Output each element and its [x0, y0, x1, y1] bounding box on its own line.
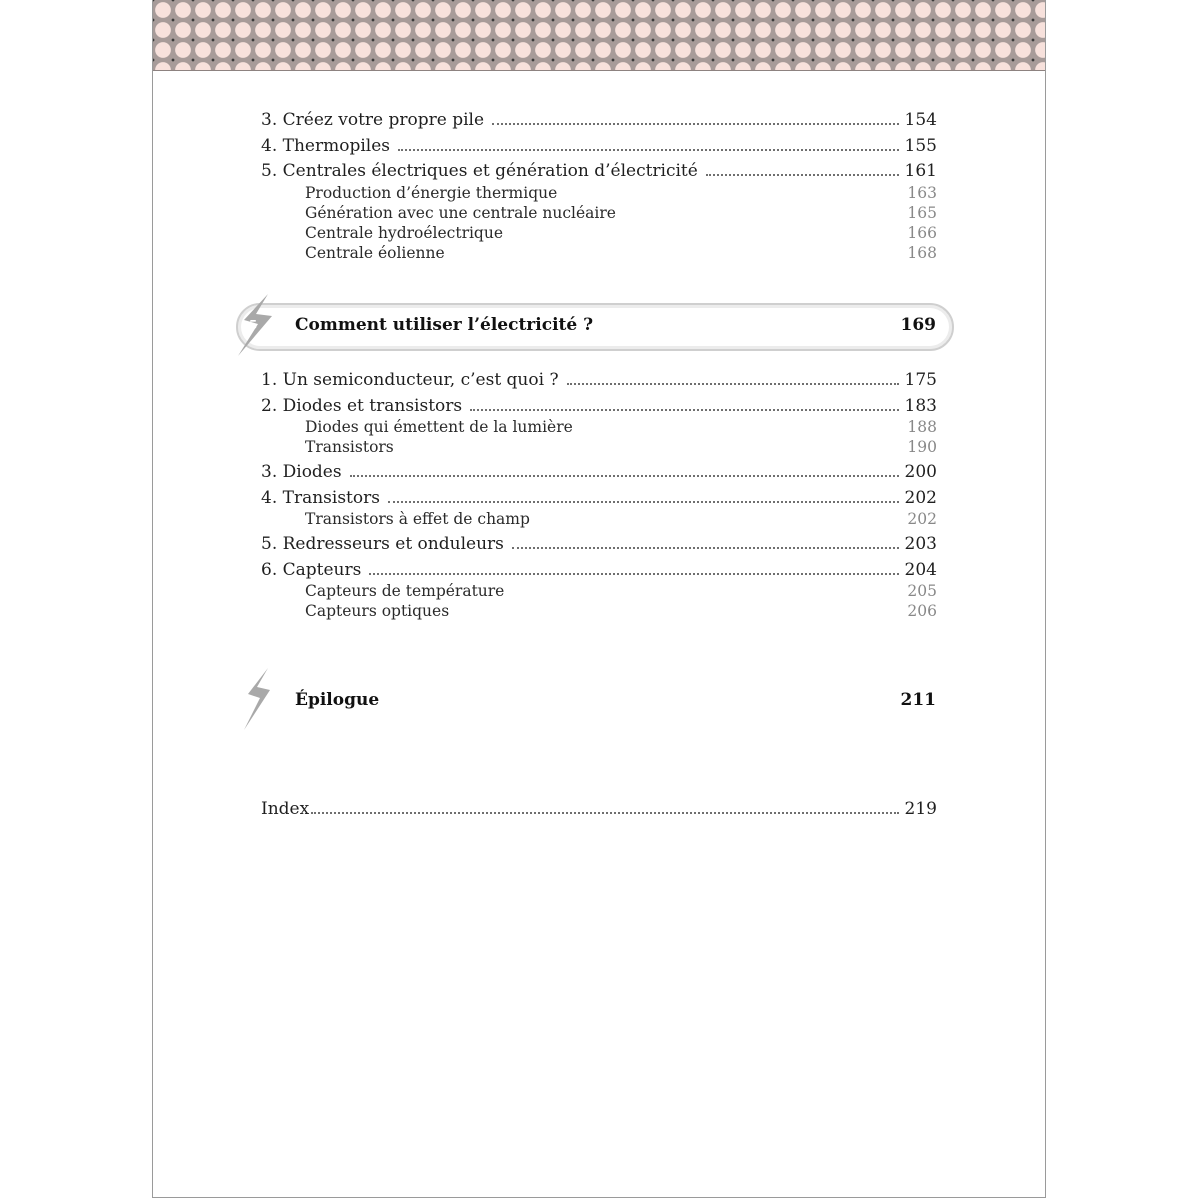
decorative-header-banner: [153, 0, 1045, 71]
toc-subentry-label: Production d’énergie thermique: [305, 184, 558, 202]
toc-subentry[interactable]: [261, 224, 937, 242]
chapter-title[interactable]: Comment utiliser l’électricité ?: [295, 315, 594, 335]
toc-entry[interactable]: [261, 396, 937, 416]
dot-leader: [369, 572, 898, 575]
toc-subentry-page: 188: [907, 418, 937, 436]
toc-entry-page: 154: [904, 110, 937, 130]
toc-entry-page: 202: [904, 488, 937, 508]
dot-leader: [388, 500, 899, 503]
toc-entry-label: Index: [261, 799, 310, 819]
dot-leader: [311, 811, 898, 814]
toc-entry-page: 161: [904, 161, 937, 181]
toc-subentry[interactable]: [261, 418, 937, 436]
toc-entry-label: 3. Diodes: [261, 462, 342, 482]
dot-leader: [470, 408, 898, 411]
toc-entry-page: 155: [904, 136, 937, 156]
toc-subentry[interactable]: [261, 582, 937, 600]
toc-subentry-label: Centrale éolienne: [305, 244, 445, 262]
toc-entry-label: 6. Capteurs: [261, 560, 362, 580]
toc-subentry[interactable]: [261, 244, 937, 262]
toc-entry-page: 219: [904, 799, 937, 819]
toc-subentry-label: Génération avec une centrale nucléaire: [305, 204, 616, 222]
toc-entry[interactable]: [261, 560, 937, 580]
dot-leader: [398, 148, 899, 151]
toc-entry[interactable]: [261, 534, 937, 554]
toc-subentry[interactable]: [261, 204, 937, 222]
toc-entry-label: 4. Thermopiles: [261, 136, 390, 156]
toc-subentry-label: Diodes qui émettent de la lumière: [305, 418, 573, 436]
toc-entry-label: 5. Redresseurs et onduleurs: [261, 534, 504, 554]
toc-subentry-page: 165: [907, 204, 937, 222]
toc-subentry-label: Capteurs de température: [305, 582, 505, 600]
toc-entry-index[interactable]: [261, 799, 937, 819]
toc-entry-label: 3. Créez votre propre pile: [261, 110, 485, 130]
toc-subentry-label: Transistors à effet de champ: [305, 510, 530, 528]
toc-entry[interactable]: [261, 136, 937, 156]
toc-entry[interactable]: [261, 370, 937, 390]
epilogue-page: 211: [900, 690, 936, 710]
toc-entry-page: 175: [904, 370, 937, 390]
toc-subentry-page: 168: [907, 244, 937, 262]
toc-subentry-page: 205: [907, 582, 937, 600]
toc-entry-label: 1. Un semiconducteur, c’est quoi ?: [261, 370, 559, 390]
toc-subentry[interactable]: [261, 602, 937, 620]
toc-subentry-page: 166: [907, 224, 937, 242]
toc-subentry[interactable]: [261, 510, 937, 528]
toc-entry[interactable]: [261, 462, 937, 482]
toc-entry[interactable]: [261, 161, 937, 181]
dot-leader: [706, 173, 899, 176]
epilogue-title[interactable]: Épilogue: [295, 690, 380, 710]
toc-subentry-label: Transistors: [305, 438, 394, 456]
toc-entry[interactable]: [261, 488, 937, 508]
toc-entry-page: 204: [904, 560, 937, 580]
toc-subentry-label: Capteurs optiques: [305, 602, 450, 620]
toc-entry-label: 5. Centrales électriques et génération d’électricité: [261, 161, 698, 181]
toc-subentry-page: 163: [907, 184, 937, 202]
toc-subentry-page: 190: [907, 438, 937, 456]
chapter-number: 5: [249, 318, 258, 332]
dot-leader: [512, 546, 899, 549]
toc-subentry[interactable]: [261, 184, 937, 202]
toc-entry-page: 183: [904, 396, 937, 416]
dot-leader: [492, 122, 899, 125]
toc-subentry-page: 202: [907, 510, 937, 528]
toc-subentry[interactable]: [261, 438, 937, 456]
toc-subentry-page: 206: [907, 602, 937, 620]
lightning-bolt-icon: [242, 668, 272, 730]
dot-leader: [567, 382, 899, 385]
toc-entry[interactable]: [261, 110, 937, 130]
chapter-page: 169: [900, 315, 936, 335]
toc-entry-page: 200: [904, 462, 937, 482]
dot-leader: [350, 474, 899, 477]
toc-entry-label: 2. Diodes et transistors: [261, 396, 463, 416]
toc-subentry-label: Centrale hydroélectrique: [305, 224, 504, 242]
toc-entry-page: 203: [904, 534, 937, 554]
toc-entry-label: 4. Transistors: [261, 488, 380, 508]
